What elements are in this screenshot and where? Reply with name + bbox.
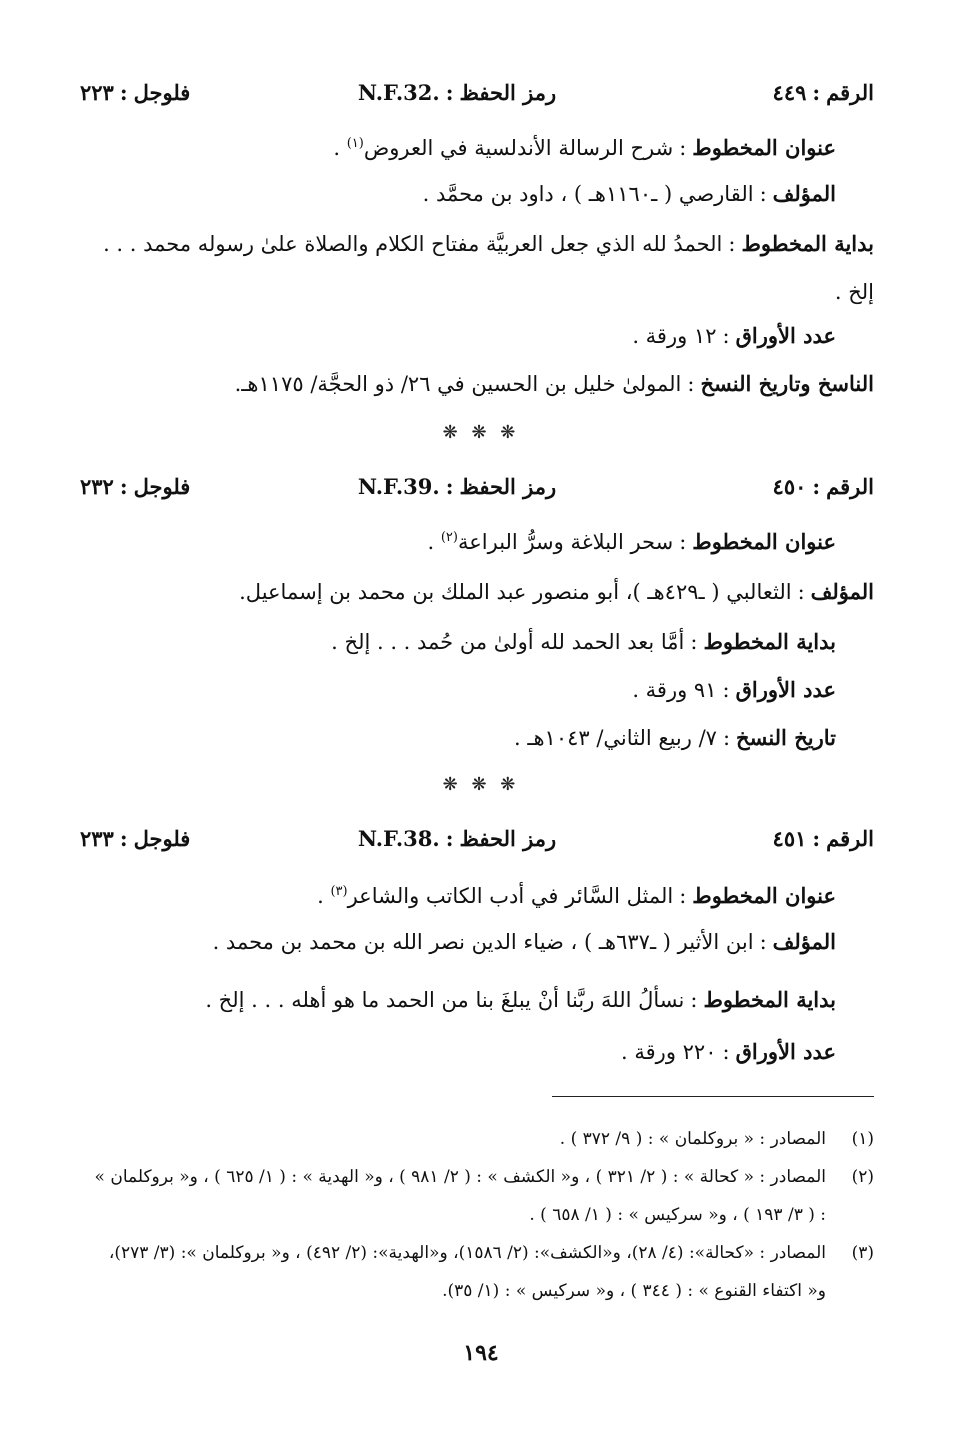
author-line: المؤلف:ابن الأثير ( ـ٦٣٧هـ ) ، ضياء الدين نصر الله بن محمد بن محمد . [212,929,836,954]
folio-count-line: عدد الأوراق:٩١ ورقة . [632,677,836,702]
footnote [90,1120,874,1158]
manuscript-title-line: عنوان المخطوط:شرح الرسالة الأندلسية في العروض$^{(١)}$ . [333,135,836,160]
folio-count-line: عدد الأوراق:١٢ ورقة . [632,323,836,348]
footnote-number: (١) [851,1129,874,1149]
entry-number: الرقم:٤٥١ [772,825,874,851]
shelfmark: رمز الحفظ:N.F.39. [357,473,557,499]
entry-header [80,466,874,506]
entry-header [80,818,874,858]
footnote-text: المصادر : « كحالة » : ( ٢/ ٣٢١ ) ، و« الكشف » : ( ٢/ ٩٨١ ) ، و« الهدية » : ( ١/ ٦٢٥ ) ، و« بروكلمان » : ( ٣/ ١٩٣ ) ، و« سركيس » : ( ١/ ٦٥٨ ) . [94,1167,826,1225]
footnote-number: (٣) [851,1243,874,1263]
section-divider: ❋ ❋ ❋ [442,422,520,443]
footnote-marker: (١) [346,136,364,151]
footnote-text: المصادر : «كحالة»: (٤/ ٢٨)، و«الكشف»: (٢/ ١٥٨٦)، و«الهدية»: (٢/ ٤٩٢) ، و« بروكلمان »: (٣/ ٢٧٣)، و« اكتفاء القنوع » : ( ٣٤٤ ) ، و« سركيس » : (١/ ٣٥). [108,1243,826,1301]
incipit-line: بداية المخطوط:الحمدُ لله الذي جعل العربيَّة مفتاح الكلام والصلاة علىٰ رسوله محمد . . . إلخ . [103,231,874,304]
entry-number: الرقم:٤٥٠ [772,473,874,499]
flugel-number: فلوجل:٢٣٢ [80,473,191,499]
copy-date-line: تاريخ النسخ:٧/ ربيع الثاني/ ١٠٤٣هـ . [513,725,836,750]
footnote-rule [552,1096,874,1097]
flugel-number: فلوجل:٢٣٣ [80,825,191,851]
shelfmark: رمز الحفظ:N.F.32. [357,79,557,105]
footnote [90,1234,874,1310]
author-line: المؤلف:القارصي ( ـ١١٦٠هـ ) ، داود بن محمَّد . [422,181,836,206]
shelfmark: رمز الحفظ:N.F.38. [357,825,557,851]
manuscript-title-line: عنوان المخطوط:المثل السَّائر في أدب الكاتب والشاعر$^{(٣)}$ . [317,883,836,908]
footnote-marker: (٣) [330,884,348,899]
section-divider: ❋ ❋ ❋ [442,774,520,795]
author-line: المؤلف:الثعالبي ( ـ٤٢٩هـ )، أبو منصور عبد الملك بن محمد بن إسماعيل. [239,579,874,604]
incipit-line: بداية المخطوط:أمَّا بعد الحمد لله أولىٰ من حُمد . . . إلخ . [331,629,836,654]
entry-header [80,72,874,112]
footnote-text: المصادر : « بروكلمان » : ( ٩/ ٣٧٢ ) . [559,1129,826,1149]
footnote-number: (٢) [851,1167,874,1187]
page-number: ١٩٤ [463,1340,499,1366]
copyist-line: الناسخ وتاريخ النسخ:المولىٰ خليل بن الحسين في ٢٦/ ذو الحجَّة/ ١١٧٥هـ. [234,371,874,396]
entry-number: الرقم:٤٤٩ [772,79,874,105]
footnote [90,1158,874,1234]
manuscript-title-line: عنوان المخطوط:سحر البلاغة وسرُّ البراعة$^{(٢)}$ . [427,529,836,554]
flugel-number: فلوجل:٢٢٣ [80,79,191,105]
footnote-marker: (٢) [440,530,458,545]
folio-count-line: عدد الأوراق:٢٢٠ ورقة . [621,1039,836,1064]
incipit-line: بداية المخطوط:نسألُ اللهَ ربَّنا أنْ يبلغَ بنا من الحمد ما هو أهله . . . إلخ . [205,987,836,1012]
